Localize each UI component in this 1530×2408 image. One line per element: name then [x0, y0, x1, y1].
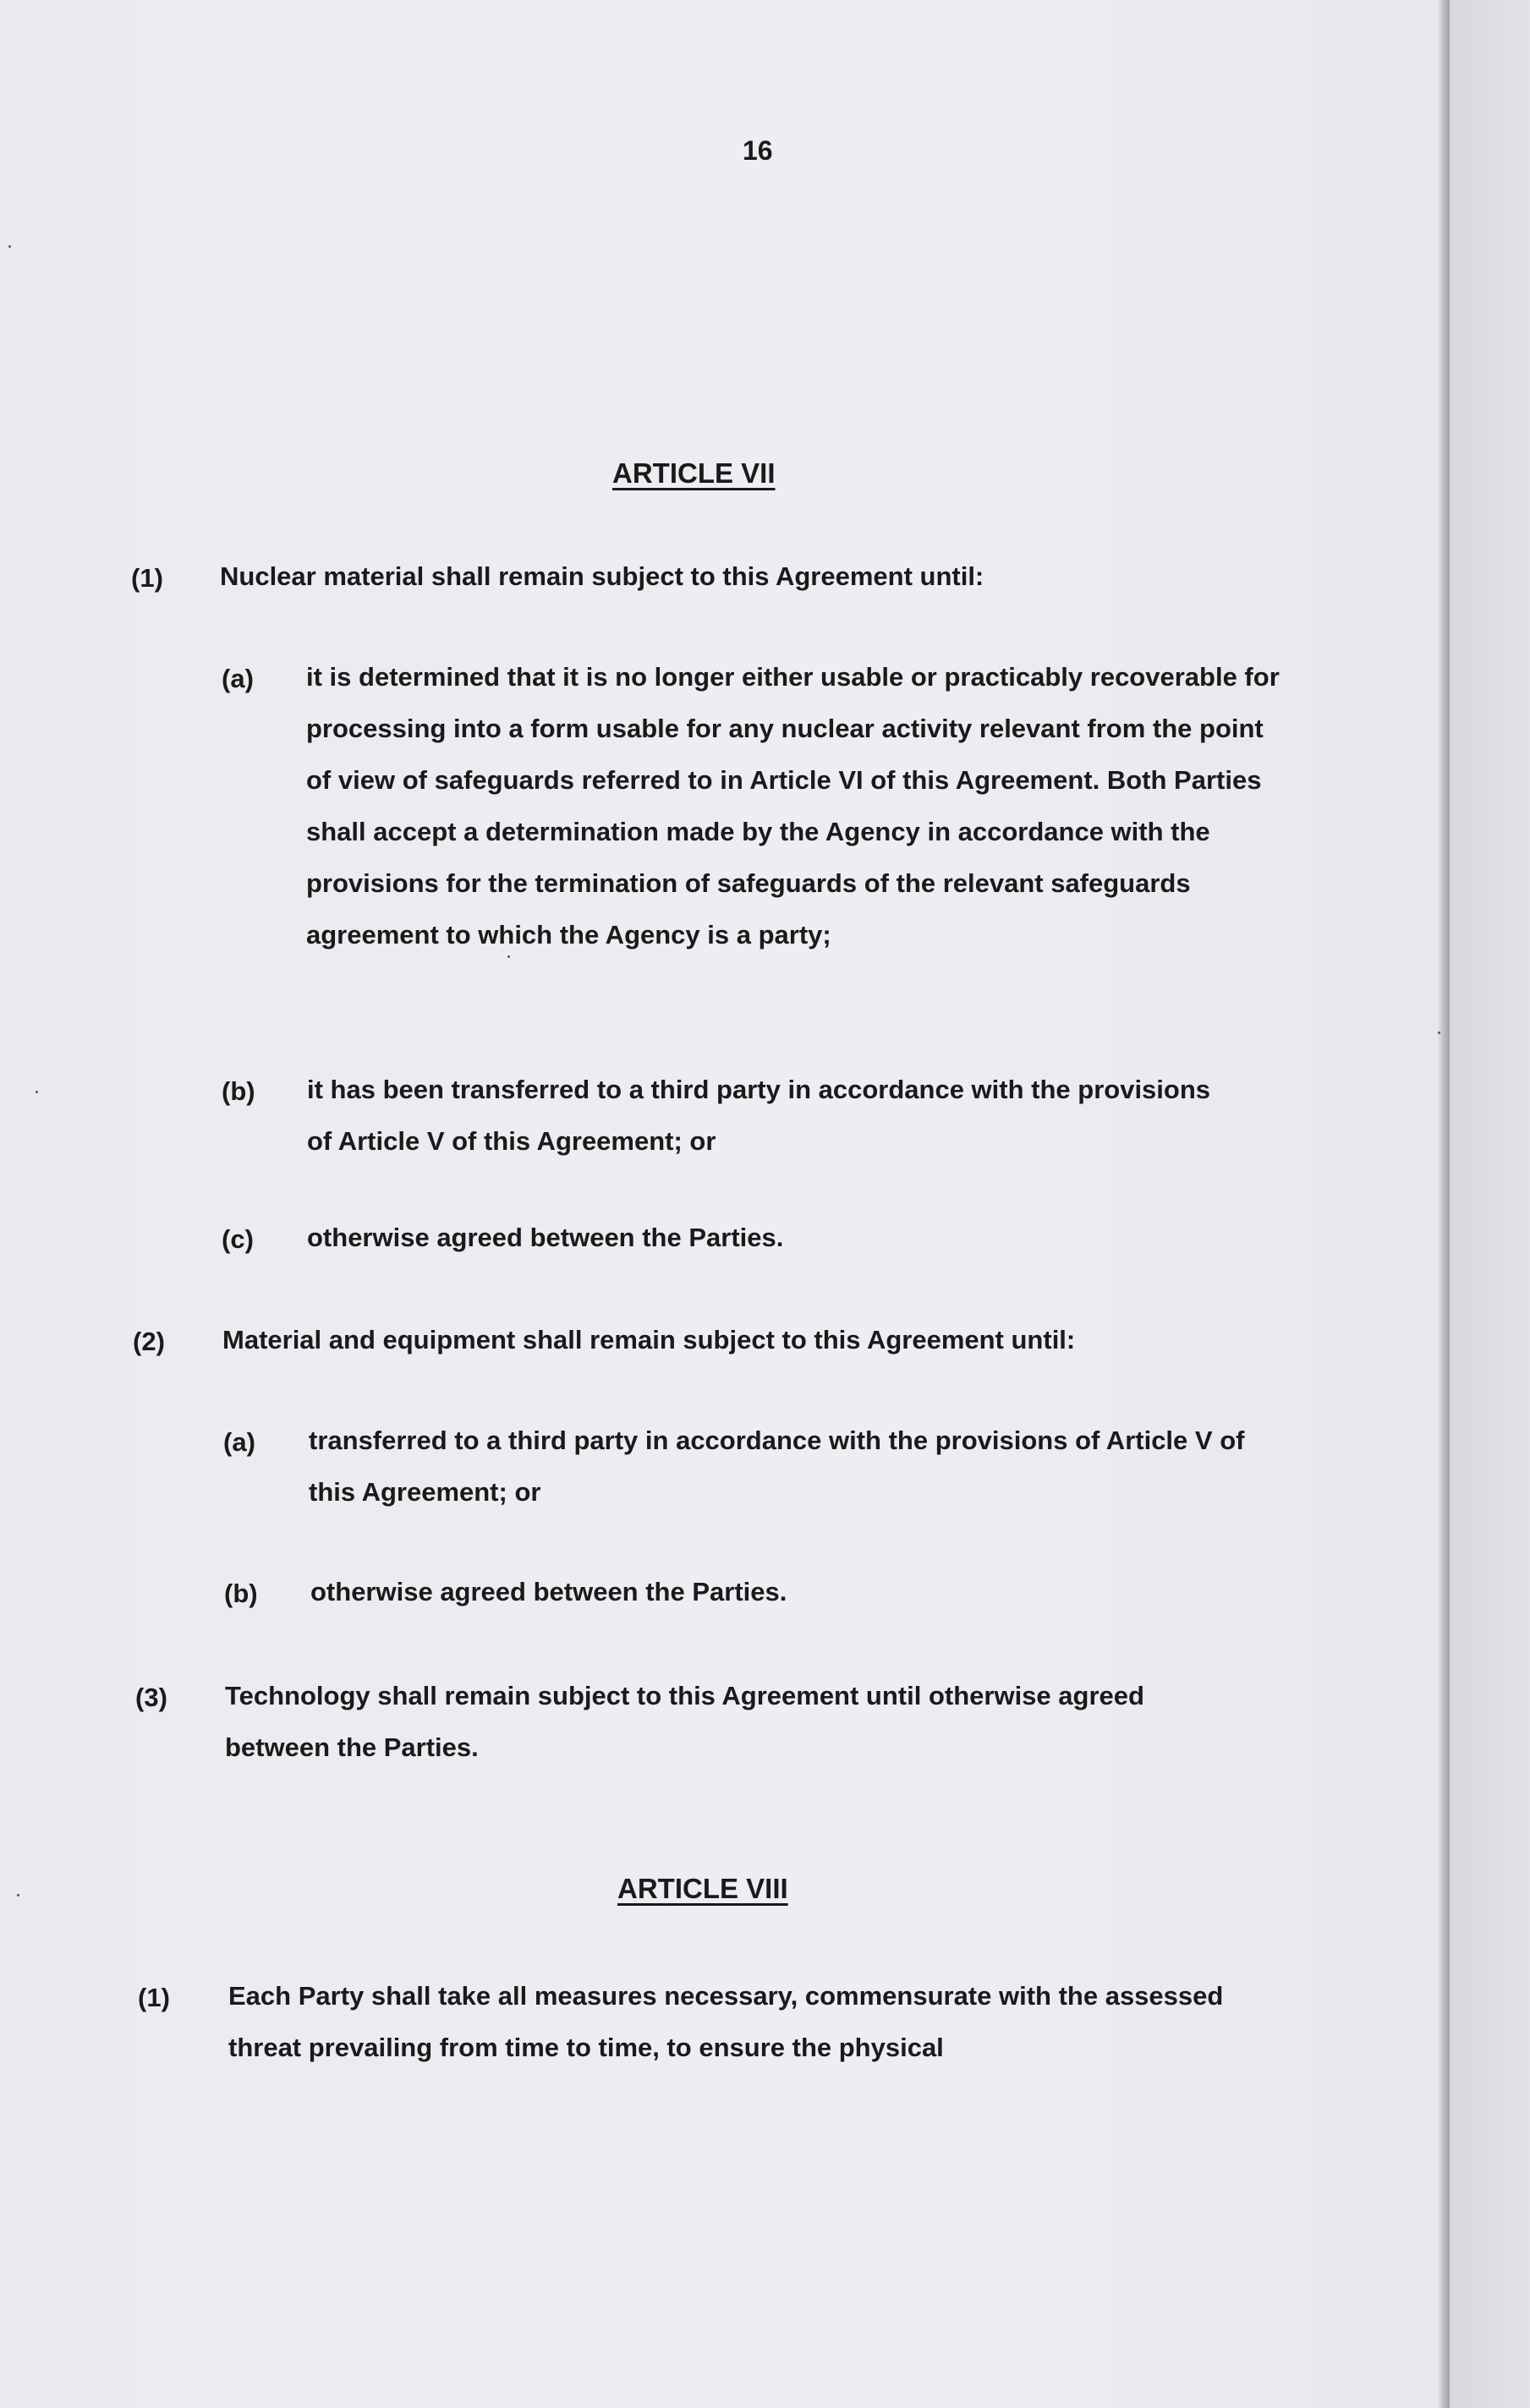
item-text: otherwise agreed between the Parties. [307, 1223, 784, 1252]
item-label: (a) [222, 664, 254, 693]
clause-text: Technology shall remain subject to this Agreement until otherwise agreed between the Parties. [225, 1681, 1144, 1762]
clause-number: (1) [131, 563, 163, 593]
item-label: (b) [224, 1579, 258, 1608]
article-heading: ARTICLE VIII [617, 1873, 788, 1904]
scan-speck [1438, 1032, 1440, 1034]
clause-number: (1) [138, 1983, 170, 2012]
item-text: it has been transferred to a third party in accordance with the provisions of Article V of this Agreement; or [307, 1075, 1211, 1156]
clause-number: (3) [135, 1683, 167, 1712]
item-text: it is determined that it is no longer either usable or practicably recoverable for processing into a form usable for any nuclear activity relevant from the point of view of safeguards referred to in Article VI of this Agreement. Both Parties shall accept a determination made by the Agency in accordance with the provisions for the termination of safeguards of the relevant safeguards agreement to which the Agency is a party; [306, 662, 1280, 950]
page-number: 16 [743, 135, 773, 166]
clause-text: Nuclear material shall remain subject to this Agreement until: [220, 561, 984, 591]
scan-speck [36, 1091, 38, 1093]
clause-text: Material and equipment shall remain subject to this Agreement until: [222, 1325, 1076, 1354]
item-label: (c) [222, 1224, 254, 1254]
item-text: otherwise agreed between the Parties. [310, 1577, 787, 1606]
item-label: (a) [223, 1427, 255, 1457]
item-label: (b) [222, 1076, 255, 1106]
clause-text: Each Party shall take all measures necessary, commensurate with the assessed threat prevailing from time to time, to ensure the physical [228, 1981, 1224, 2062]
scan-speck [17, 1894, 19, 1896]
item-text: transferred to a third party in accordance with the provisions of Article V of this Agreement; or [309, 1426, 1245, 1507]
page-edge [1438, 0, 1450, 2408]
article-heading: ARTICLE VII [612, 457, 776, 489]
scan-speck [8, 245, 11, 248]
scan-speck [507, 955, 510, 958]
background-backing [1450, 0, 1530, 2408]
clause-number: (2) [133, 1327, 165, 1356]
